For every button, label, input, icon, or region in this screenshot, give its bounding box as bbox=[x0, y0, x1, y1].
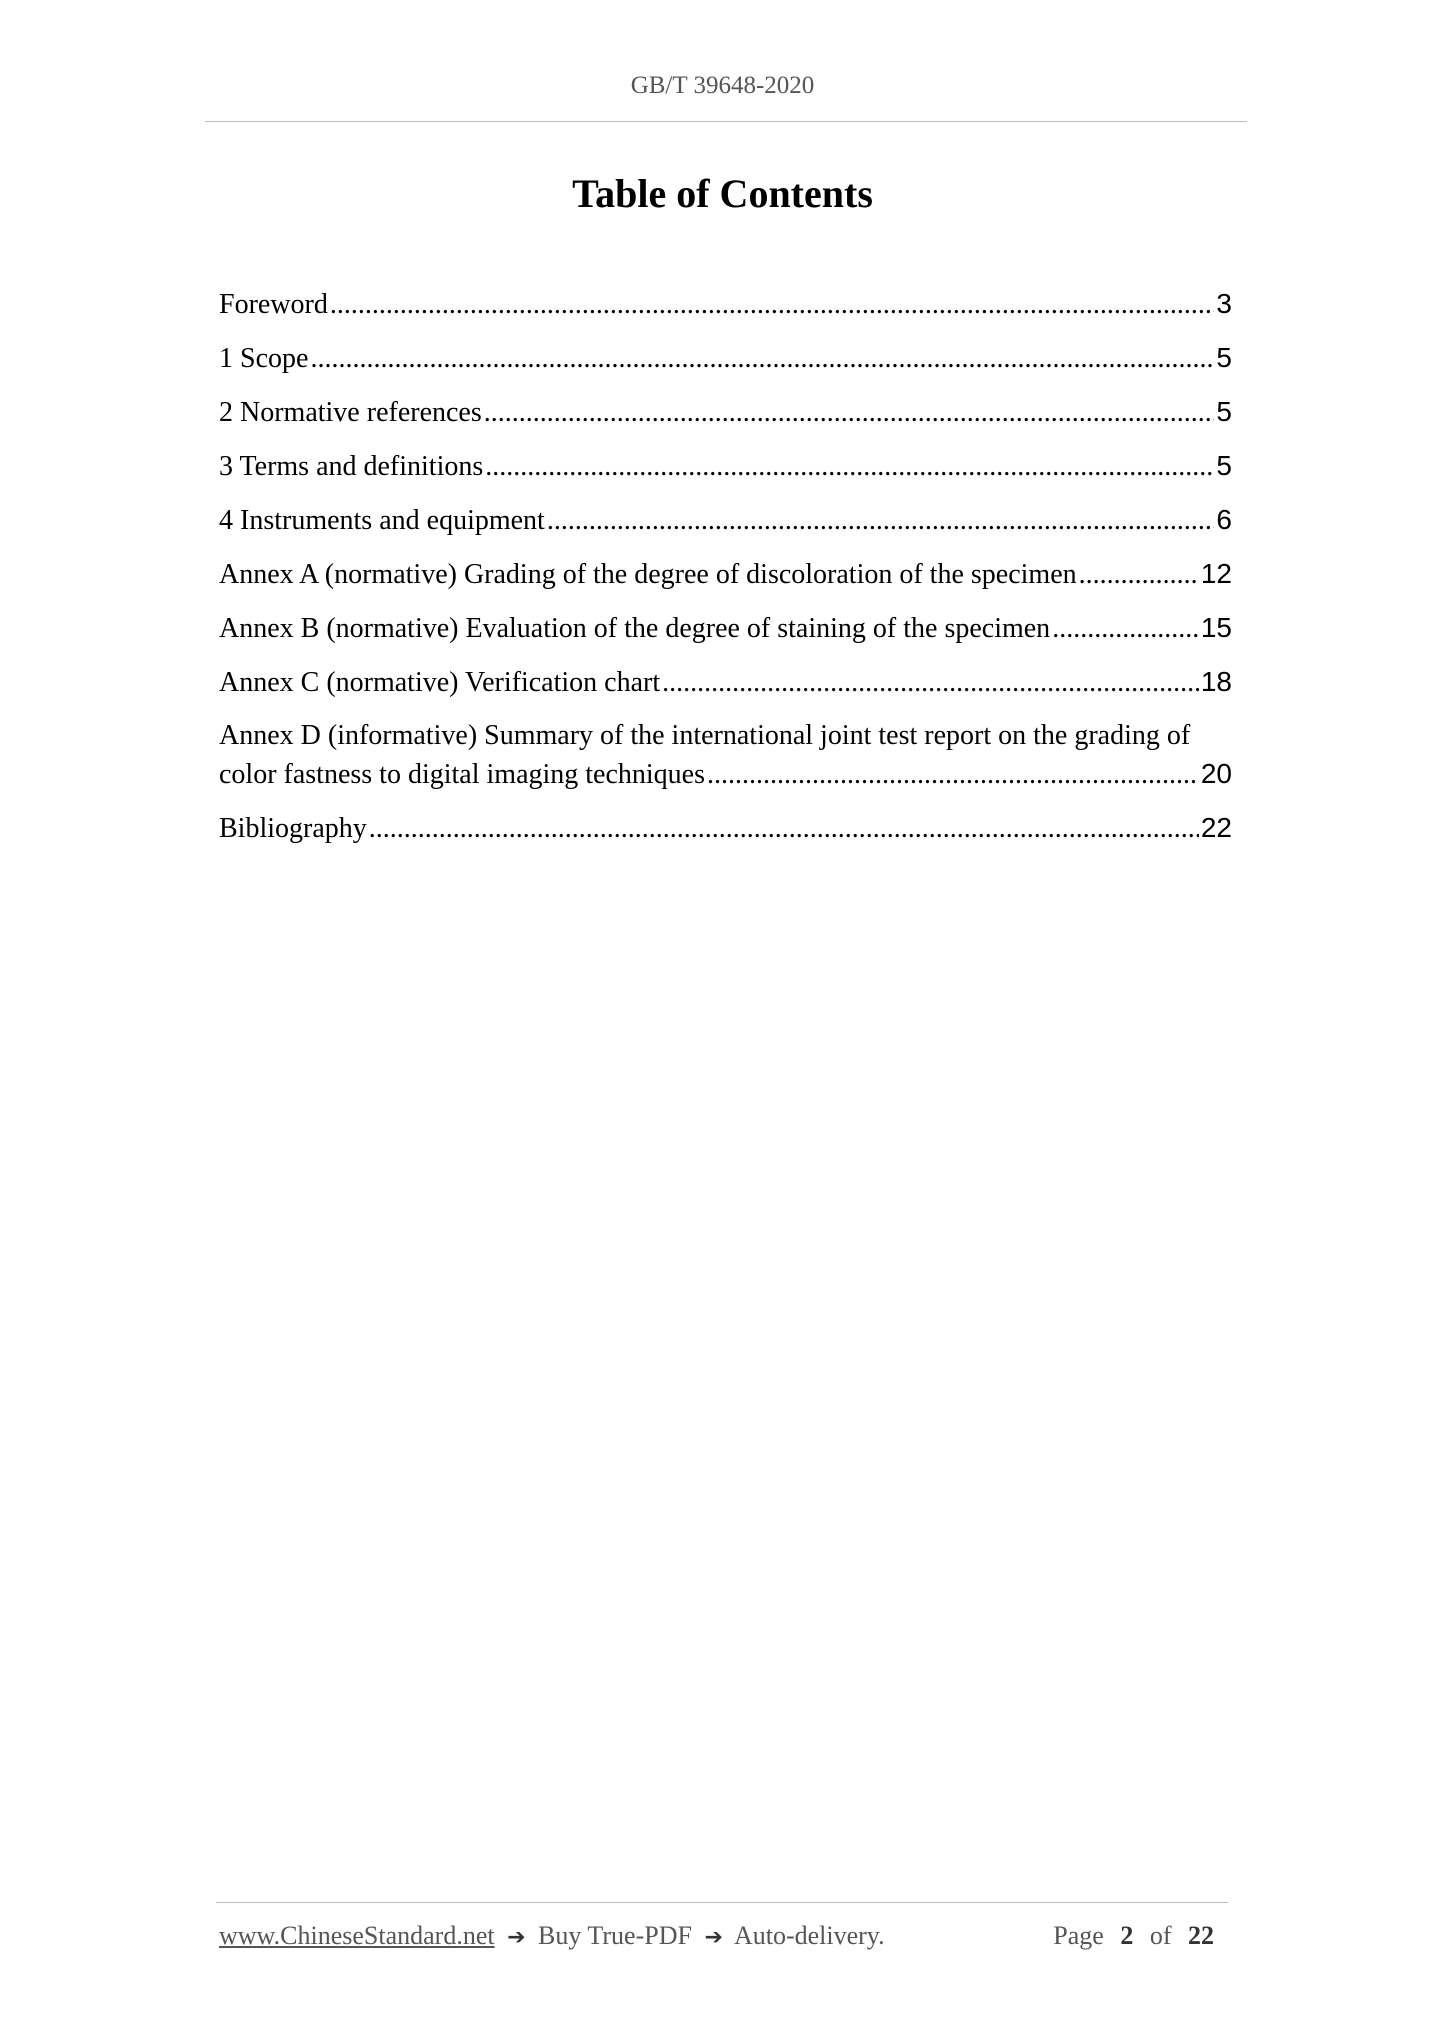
toc-entry-normative-references[interactable] bbox=[219, 393, 1232, 432]
current-page-number: 2 bbox=[1120, 1921, 1134, 1950]
toc-entry-annex-b[interactable] bbox=[219, 609, 1232, 648]
toc-entry-label: Foreword bbox=[219, 289, 328, 320]
page-indicator bbox=[1053, 1921, 1224, 1951]
toc-page-number: 20 bbox=[1200, 758, 1232, 789]
toc-page-number: 22 bbox=[1200, 812, 1232, 843]
page-word: Page bbox=[1053, 1921, 1104, 1950]
toc-entry-label: color fastness to digital imaging techniques bbox=[219, 759, 706, 790]
toc-entry-label: 3 Terms and definitions bbox=[219, 451, 484, 482]
toc-entry-foreword[interactable] bbox=[219, 285, 1232, 324]
dot-leader bbox=[1079, 556, 1199, 594]
page-title: Table of Contents bbox=[572, 171, 873, 216]
toc-entry-scope[interactable] bbox=[219, 339, 1232, 378]
toc-entry-annex-c[interactable] bbox=[219, 663, 1232, 702]
right-arrow-icon: ➔ bbox=[704, 1925, 723, 1950]
website-link[interactable]: www.ChineseStandard.net bbox=[219, 1921, 495, 1950]
page-footer bbox=[219, 1921, 1224, 1951]
toc-page-number: 5 bbox=[1216, 342, 1232, 373]
dot-leader bbox=[484, 394, 1215, 432]
toc-entry-label: 4 Instruments and equipment bbox=[219, 505, 545, 536]
dot-leader bbox=[547, 502, 1215, 540]
dot-leader bbox=[310, 340, 1214, 378]
toc-entry-annex-a[interactable] bbox=[219, 555, 1232, 594]
running-header: GB/T 39648-2020 bbox=[630, 72, 815, 99]
toc-entry-instruments[interactable] bbox=[219, 501, 1232, 540]
right-arrow-icon: ➔ bbox=[507, 1925, 526, 1950]
toc-page-number: 18 bbox=[1200, 666, 1232, 697]
toc-page-number: 6 bbox=[1216, 504, 1232, 535]
buy-text: Buy True-PDF bbox=[538, 1921, 692, 1950]
toc-entry-label: 2 Normative references bbox=[219, 397, 482, 428]
total-page-number: 22 bbox=[1188, 1921, 1214, 1950]
toc-page-number: 5 bbox=[1216, 450, 1232, 481]
toc-page-number: 15 bbox=[1200, 612, 1232, 643]
footer-promo bbox=[219, 1921, 885, 1951]
toc-entry-continuation bbox=[219, 755, 1232, 794]
dot-leader bbox=[485, 448, 1214, 486]
toc-entry-label: 1 Scope bbox=[219, 343, 309, 374]
toc-entry-terms-definitions[interactable] bbox=[219, 447, 1232, 486]
toc-entry-label: Annex C (normative) Verification chart bbox=[219, 667, 661, 698]
dot-leader bbox=[369, 810, 1199, 848]
of-word: of bbox=[1149, 1921, 1172, 1950]
toc-entry-bibliography[interactable] bbox=[219, 809, 1232, 848]
toc-entry-label: Annex A (normative) Grading of the degree of discoloration of the specimen bbox=[219, 559, 1077, 590]
toc-page-number: 3 bbox=[1216, 288, 1232, 319]
toc-page-number: 5 bbox=[1216, 396, 1232, 427]
toc-entry-label: Annex D (informative) Summary of the international joint test report on the grading of bbox=[219, 720, 1191, 751]
dot-leader bbox=[1052, 610, 1199, 648]
dot-leader bbox=[662, 664, 1199, 702]
toc-entry-label: Bibliography bbox=[219, 813, 367, 844]
dot-leader bbox=[330, 286, 1215, 324]
delivery-text: Auto-delivery. bbox=[733, 1921, 885, 1950]
table-of-contents bbox=[219, 285, 1232, 863]
toc-page-number: 12 bbox=[1200, 558, 1232, 589]
toc-entry-annex-d[interactable] bbox=[219, 717, 1232, 794]
header-divider bbox=[205, 121, 1247, 122]
footer-divider bbox=[216, 1902, 1228, 1903]
toc-entry-label: Annex B (normative) Evaluation of the degree of staining of the specimen bbox=[219, 613, 1051, 644]
dot-leader bbox=[707, 756, 1199, 794]
